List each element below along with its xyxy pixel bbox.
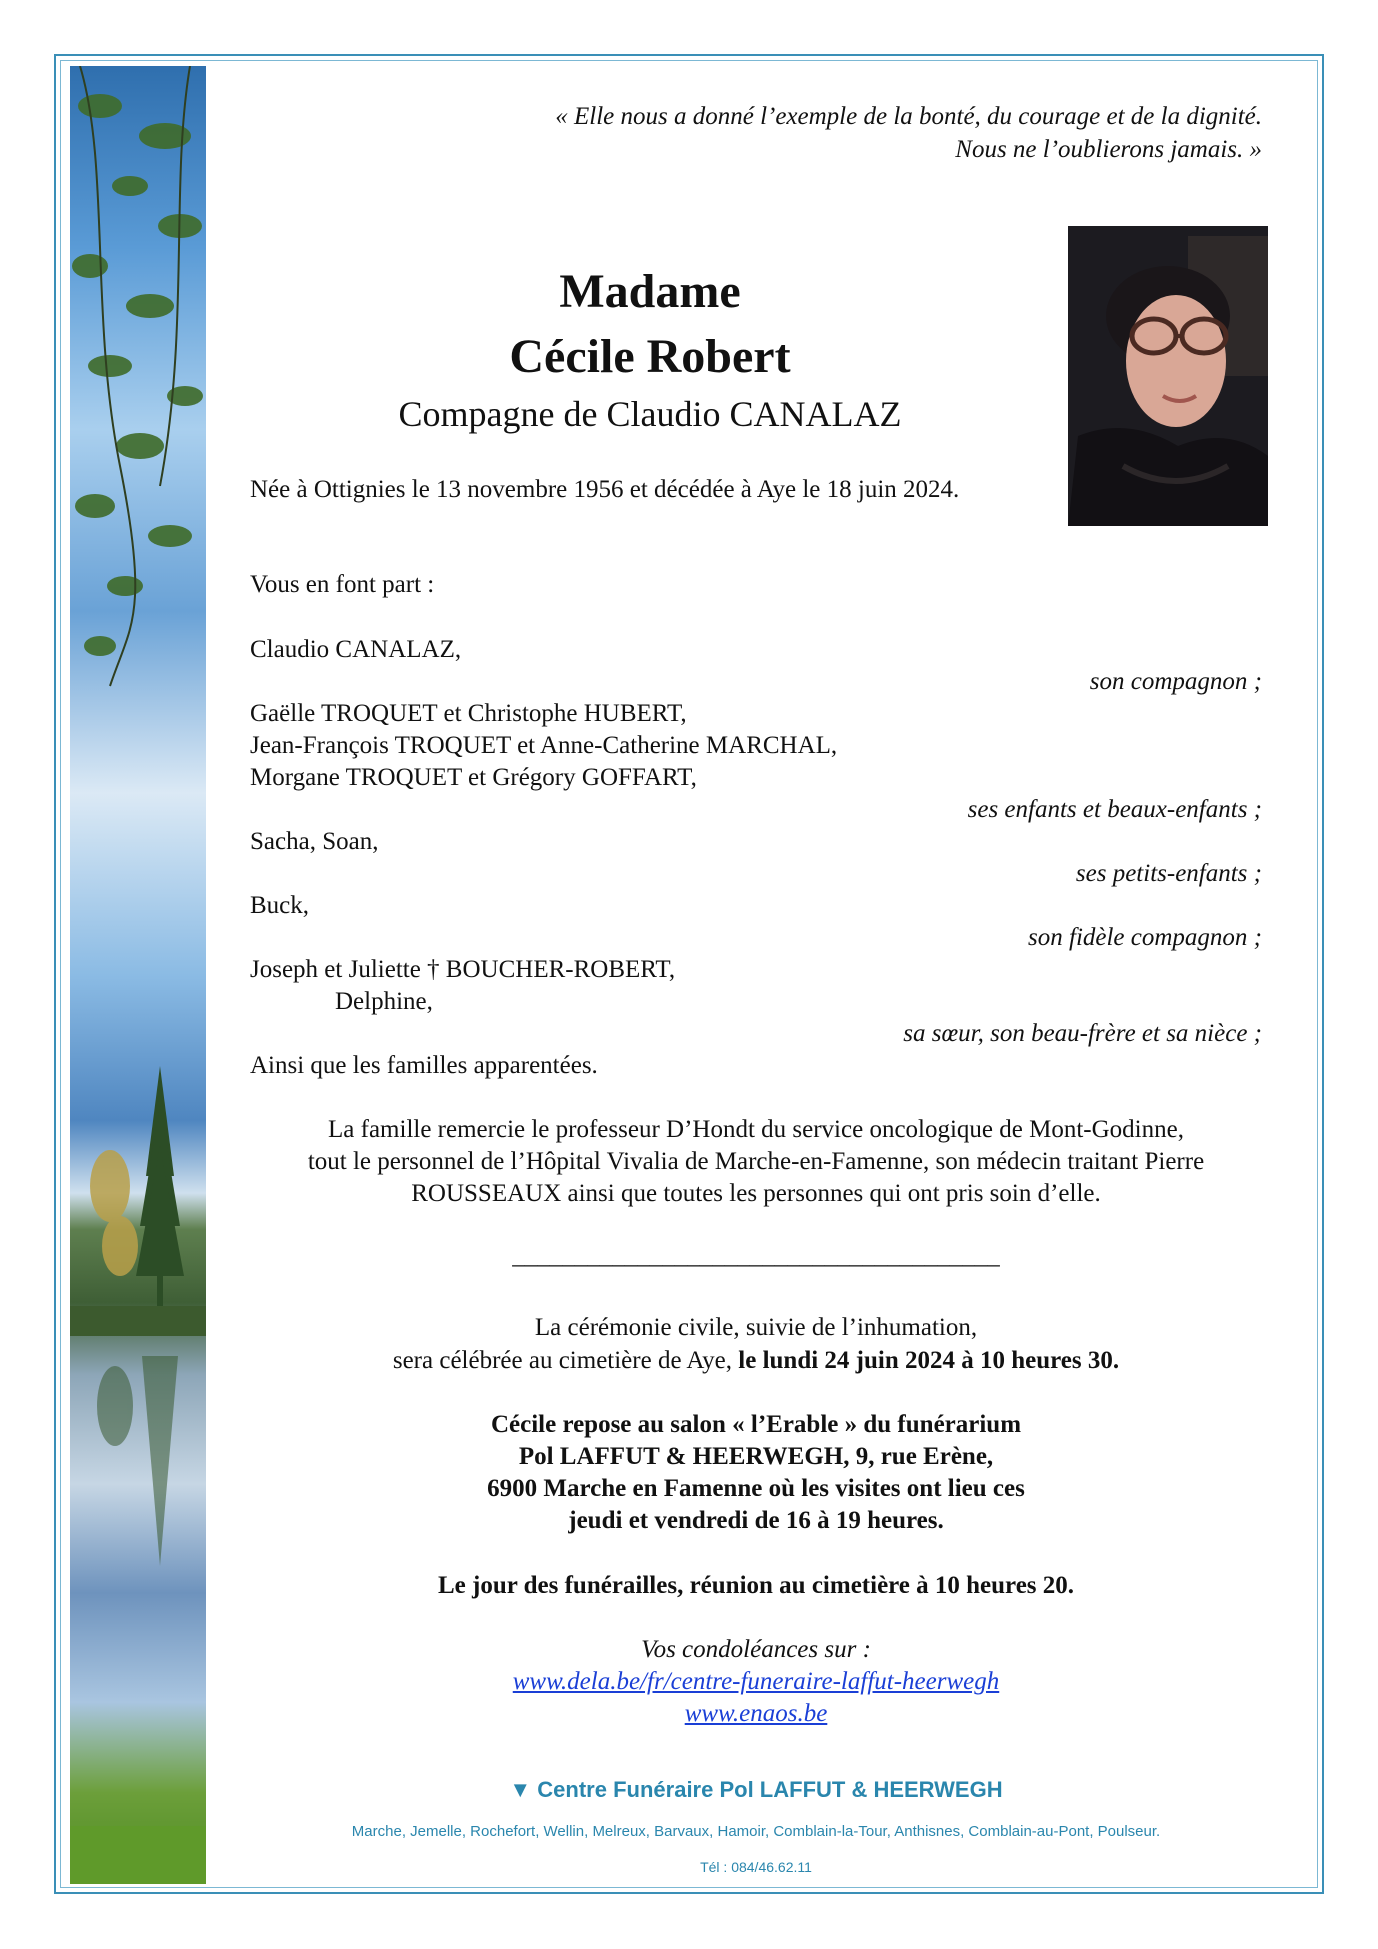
ceremony-datetime: le lundi 24 juin 2024 à 10 heures 30. [738, 1347, 1120, 1374]
family-line: Sacha, Soan, [250, 828, 379, 855]
relation-label: ses enfants et beaux-enfants ; [967, 796, 1262, 823]
birth-death-dates: Née à Ottignies le 13 novembre 1956 et décédée à Aye le 18 juin 2024. [250, 476, 960, 503]
subtitle: Compagne de Claudio CANALAZ [398, 394, 902, 434]
thanks-line-3: ROUSSEAUX ainsi que toutes les personnes qui ont pris soin d’elle. [411, 1180, 1101, 1207]
funeral-home-locations: Marche, Jemelle, Rochefort, Wellin, Melreux, Barvaux, Hamoir, Comblain-la-Tour, Anthisnes, Comblain-au-Pont, Poulseur. [351, 1823, 1161, 1840]
thanks-line-1: La famille remercie le professeur D’Hondt du service oncologique de Mont-Godinne, [328, 1116, 1184, 1143]
relation-label: son fidèle compagnon ; [1028, 924, 1262, 951]
nature-side-image [70, 66, 206, 1884]
family-line: Jean-François TROQUET et Anne-Catherine MARCHAL, [250, 732, 838, 759]
family-line: Buck, [250, 892, 310, 919]
condolences-link-dela[interactable]: www.dela.be/fr/centre-funeraire-laffut-heerwegh [512, 1668, 1000, 1695]
funeral-home-name [250, 1776, 1262, 1804]
funeral-home-phone: Tél : 084/46.62.11 [700, 1859, 812, 1875]
relation-label: sa sœur, son beau-frère et sa nièce ; [903, 1020, 1262, 1047]
condolences-link-row [250, 1698, 1262, 1730]
triangle-down-icon: ▼ [509, 1777, 532, 1802]
condolences-link-row [250, 1666, 1262, 1698]
family-line: Gaëlle TROQUET et Christophe HUBERT, [250, 700, 687, 727]
separator-line: _______________________________________ [512, 1242, 1000, 1269]
meeting-info: Le jour des funérailles, réunion au cimetière à 10 heures 20. [437, 1572, 1075, 1599]
relation-label: son compagnon ; [1089, 668, 1262, 695]
condolences-label: Vos condoléances sur : [641, 1636, 871, 1663]
visit-line-1: Cécile repose au salon « l’Erable » du funérarium [490, 1411, 1022, 1438]
portrait-photo [1068, 226, 1268, 526]
ceremony-line-1: La cérémonie civile, suivie de l’inhumation, [534, 1314, 978, 1341]
quote-line-2: Nous ne l’oublierons jamais. » [955, 136, 1262, 163]
visit-line-2: Pol LAFFUT & HEERWEGH, 9, rue Erène, [518, 1443, 994, 1470]
ceremony-line-2 [250, 1345, 1262, 1377]
thanks-line-2: tout le personnel de l’Hôpital Vivalia de Marche-en-Famenne, son médecin traitant Pierre [307, 1148, 1205, 1175]
ceremony-place: sera célébrée au cimetière de Aye, [392, 1347, 739, 1374]
funeral-home-label: Centre Funéraire Pol LAFFUT & HEERWEGH [537, 1777, 1003, 1802]
visit-line-3: 6900 Marche en Famenne où les visites ont lieu ces [487, 1475, 1025, 1502]
visit-line-4: jeudi et vendredi de 16 à 19 heures. [568, 1507, 944, 1534]
family-line: Delphine, [335, 988, 433, 1015]
family-line: Joseph et Juliette † BOUCHER-ROBERT, [250, 956, 676, 983]
deceased-name: Cécile Robert [509, 330, 791, 383]
family-line: Ainsi que les familles apparentées. [250, 1052, 598, 1079]
family-line: Morgane TROQUET et Grégory GOFFART, [250, 764, 697, 791]
quote-line-1: « Elle nous a donné l’exemple de la bonté, du courage et de la dignité. [555, 103, 1262, 130]
relation-label: ses petits-enfants ; [1075, 860, 1262, 887]
family-line: Claudio CANALAZ, [250, 636, 462, 663]
title-madame: Madame [559, 265, 741, 318]
announcement-intro: Vous en font part : [250, 571, 435, 598]
condolences-link-enaos[interactable]: www.enaos.be [684, 1700, 828, 1727]
